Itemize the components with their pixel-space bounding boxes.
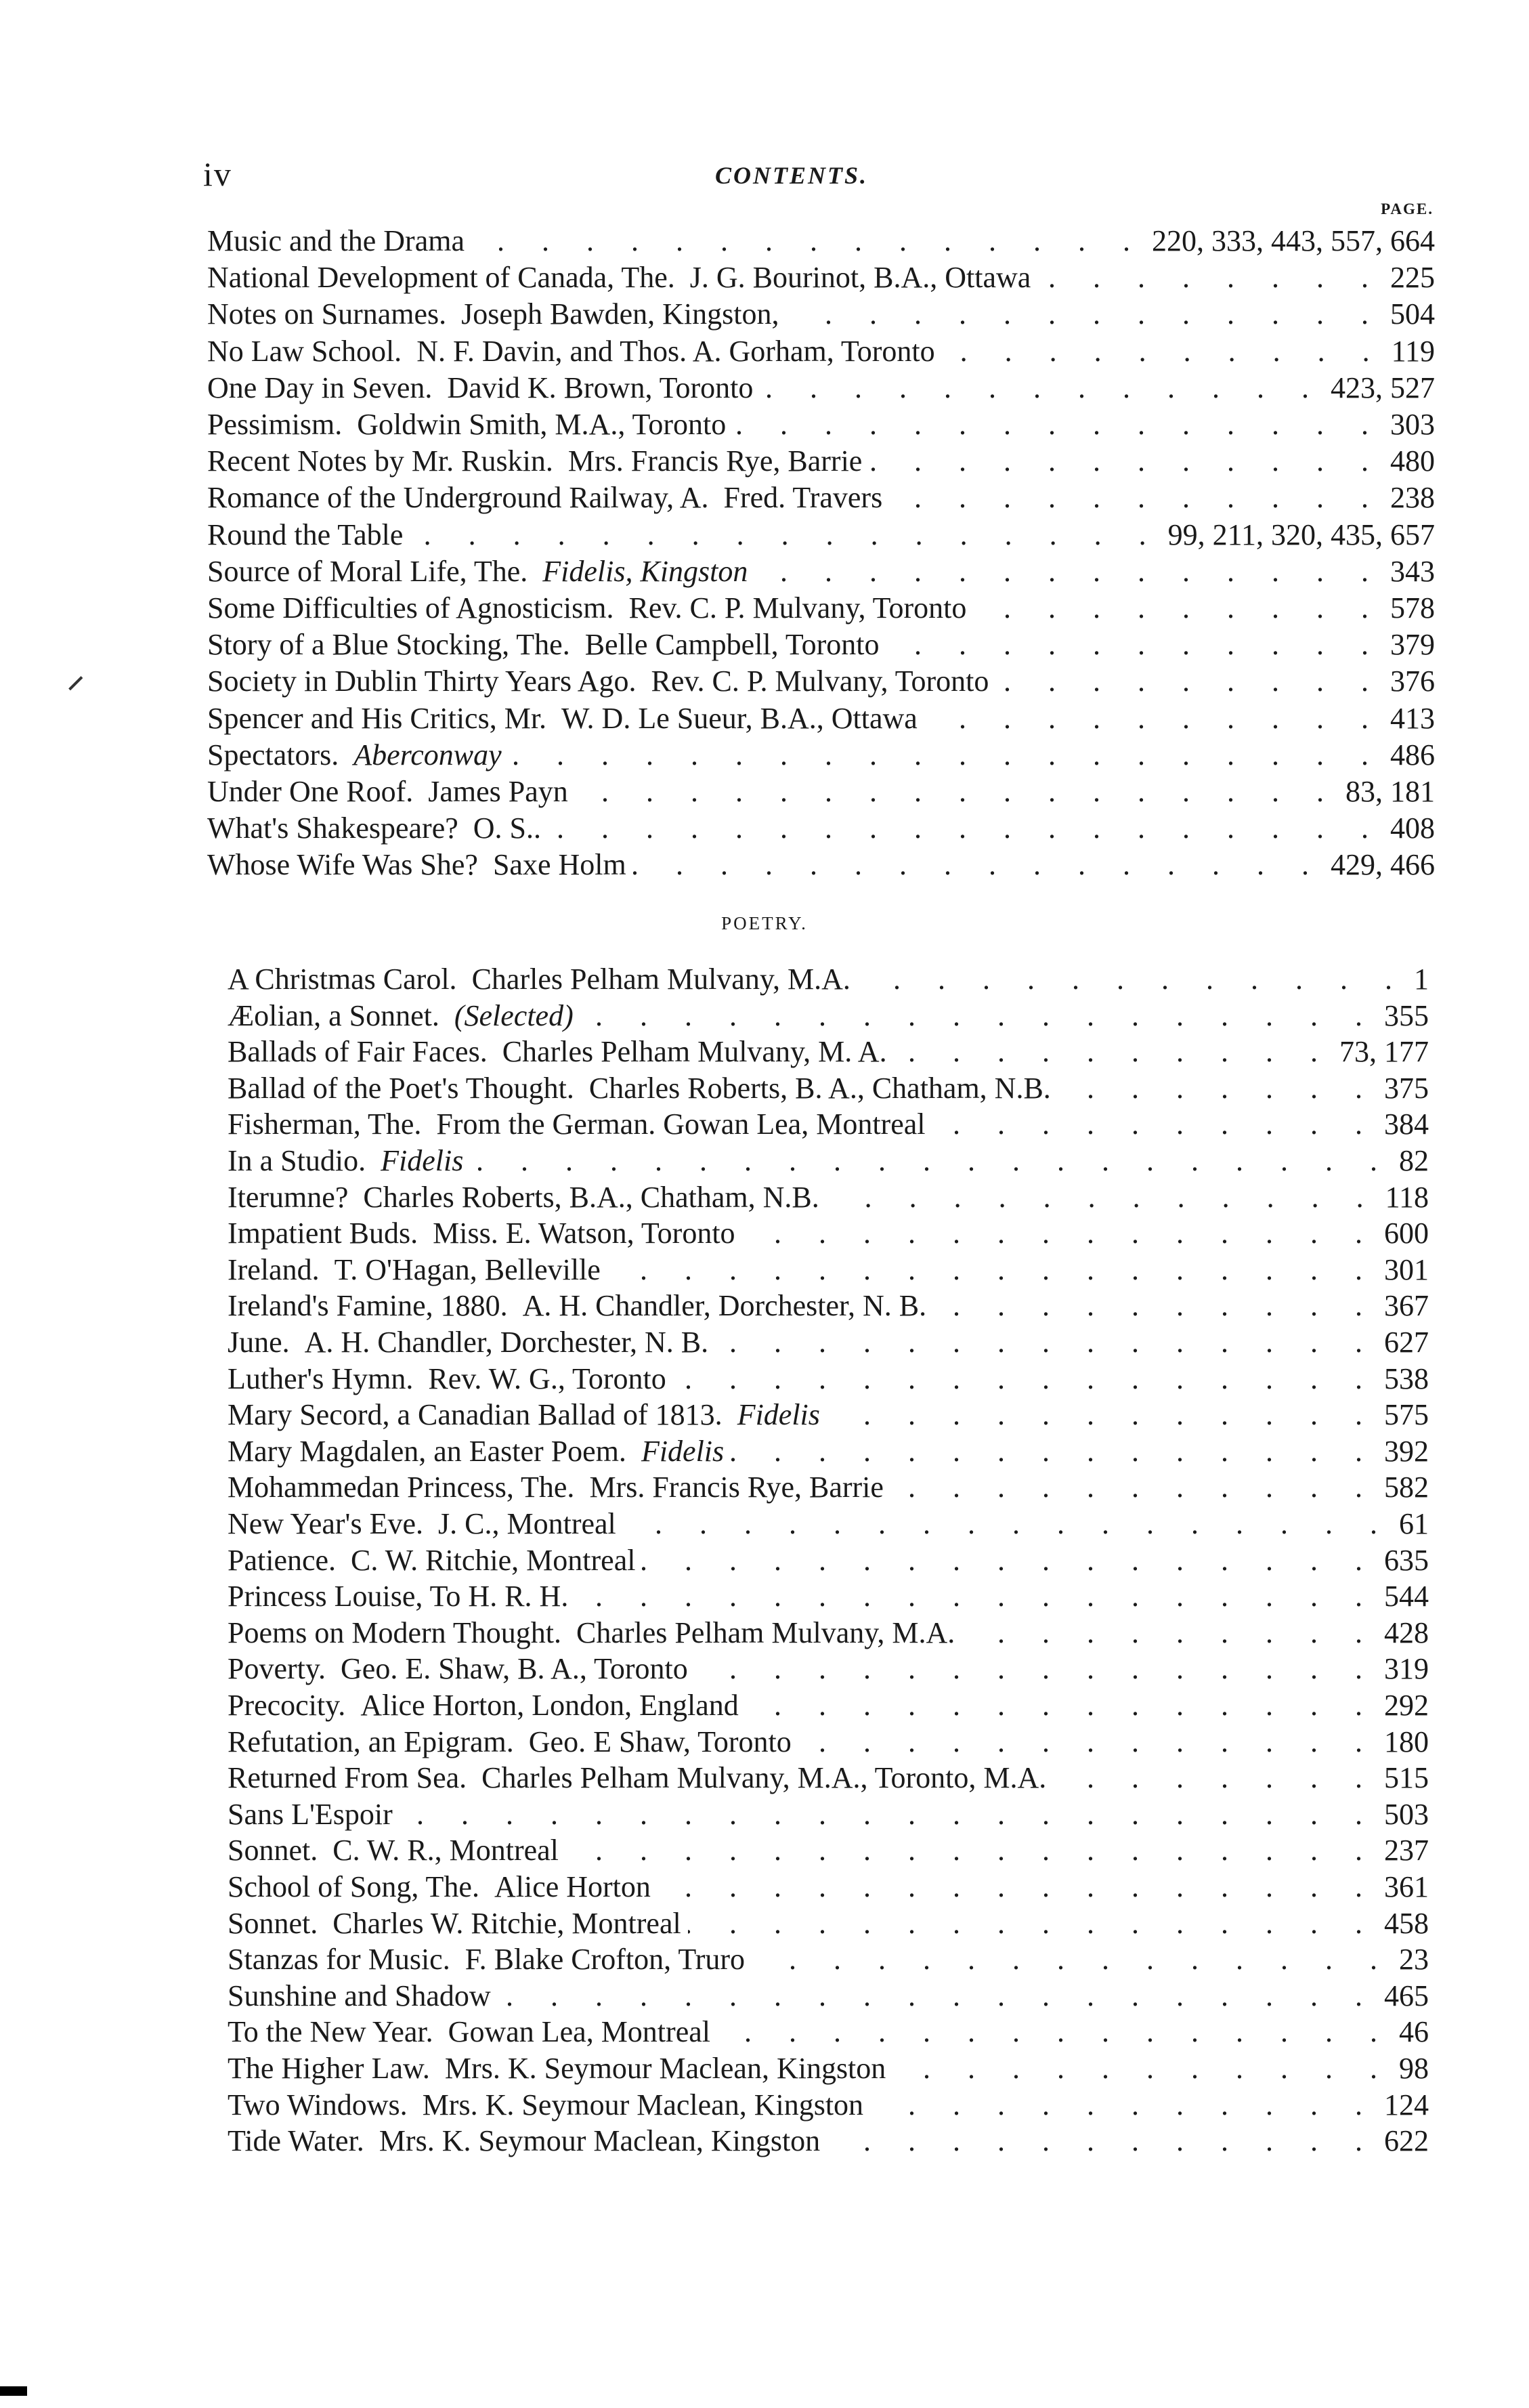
- entry-page-numbers: 600: [1384, 1217, 1429, 1250]
- dot-leader: [733, 407, 1383, 442]
- entry-author: O. S..: [473, 811, 542, 845]
- dot-leader: [752, 1942, 1392, 1977]
- entry-page-numbers: 379: [1390, 628, 1435, 662]
- entry-page-numbers: 124: [1384, 2088, 1429, 2121]
- dot-leader: [889, 480, 1383, 515]
- dot-leader: [857, 962, 1407, 996]
- dot-leader: [933, 1288, 1377, 1323]
- entry-page-numbers: 301: [1384, 1252, 1429, 1286]
- entry-title: Under One Roof.: [207, 775, 414, 808]
- edge-mark: [0, 2386, 27, 2396]
- entry-title: Two Windows.: [228, 2088, 408, 2121]
- entry-author: C. W. R., Montreal: [332, 1834, 559, 1867]
- entry-title: Recent Notes by Mr. Ruskin.: [207, 444, 553, 478]
- entry-title: Society in Dublin Thirty Years Ago.: [207, 664, 637, 698]
- contents-entry: [228, 1651, 1429, 1688]
- entry-page-numbers: 408: [1390, 811, 1435, 845]
- entry-title: Refutation, an Epigram.: [228, 1725, 514, 1758]
- entry-title: One Day in Seven.: [207, 371, 433, 404]
- contents-entry: [207, 591, 1435, 627]
- entry-author: Fidelis: [737, 1398, 820, 1432]
- dot-leader: [509, 738, 1383, 772]
- dot-leader: [890, 1470, 1377, 1504]
- entry-author: Charles Pelham Mulvany, M.A., Toronto, M.A.: [481, 1761, 1047, 1795]
- entry-page-numbers: 622: [1384, 2124, 1429, 2158]
- entry-title: Stanzas for Music.: [228, 1943, 450, 1977]
- dot-leader: [827, 2124, 1377, 2158]
- entry-title: Sunshine and Shadow: [228, 1979, 491, 2012]
- entry-title: Luther's Hymn.: [228, 1361, 414, 1395]
- contents-entry: [228, 1107, 1429, 1143]
- dot-leader: [892, 2051, 1392, 2086]
- contents-entry: [228, 1615, 1429, 1652]
- entry-title: Spencer and His Critics, Mr.: [207, 701, 547, 735]
- contents-entry: [228, 998, 1429, 1035]
- entry-page-numbers: 480: [1390, 444, 1435, 478]
- entry-author: A. H. Chandler, Dorchester, N. B.: [522, 1289, 927, 1323]
- entry-page-numbers: 504: [1390, 297, 1435, 331]
- entry-author: Gowan Lea, Montreal: [448, 2015, 710, 2049]
- entry-page-numbers: 343: [1390, 554, 1435, 588]
- entry-title: Music and the Drama: [207, 224, 465, 257]
- entry-page-numbers: 225: [1390, 261, 1435, 295]
- contents-entry: [228, 1216, 1429, 1252]
- dot-leader: [623, 1506, 1392, 1541]
- entry-page-numbers: 384: [1384, 1107, 1429, 1141]
- dot-leader: [658, 1870, 1377, 1904]
- contents-entry: [207, 334, 1435, 371]
- dot-leader: [498, 1979, 1377, 2013]
- entry-page-numbers: 303: [1390, 408, 1435, 441]
- entry-author: Mrs. K. Seymour Maclean, Kingston: [379, 2124, 821, 2158]
- contents-entry: [228, 1906, 1429, 1943]
- contents-entry: [228, 1180, 1429, 1217]
- dot-leader: [633, 847, 1324, 882]
- contents-entry: [228, 1579, 1429, 1615]
- contents-entry: [207, 664, 1435, 700]
- entry-title: June.: [228, 1326, 290, 1359]
- entry-title: Ballads of Fair Faces.: [228, 1035, 488, 1069]
- entry-title: School of Song, The.: [228, 1870, 479, 1903]
- contents-entry: [207, 480, 1435, 517]
- contents-entry: [207, 811, 1435, 847]
- entry-author: Charles Pelham Mulvany, M.A.: [576, 1615, 955, 1649]
- entry-page-numbers: 180: [1384, 1725, 1429, 1758]
- dot-leader: [575, 1579, 1377, 1613]
- dot-leader: [869, 444, 1383, 478]
- entry-page-numbers: 119: [1391, 334, 1435, 368]
- contents-entry: [228, 1688, 1429, 1725]
- entry-title: Æolian, a Sonnet.: [228, 998, 439, 1032]
- entry-page-numbers: 82: [1399, 1144, 1429, 1177]
- entry-page-numbers: 237: [1384, 1834, 1429, 1867]
- entry-author: Charles Roberts, B.A., Chatham, N.B.: [363, 1180, 819, 1214]
- dot-leader: [924, 701, 1383, 736]
- running-head: CONTENTS.: [715, 162, 869, 189]
- entry-page-numbers: 538: [1384, 1361, 1429, 1395]
- dot-leader: [746, 1688, 1377, 1723]
- dot-leader: [932, 1107, 1378, 1141]
- entry-page-numbers: 118: [1385, 1180, 1429, 1214]
- contents-entry: [228, 2051, 1429, 2088]
- entry-author: Fidelis, Kingston: [542, 554, 748, 588]
- contents-entry: [228, 1543, 1429, 1580]
- entry-page-numbers: 458: [1384, 1906, 1429, 1940]
- dot-leader: [798, 1725, 1377, 1759]
- contents-entry: [228, 1434, 1429, 1471]
- dot-leader: [942, 334, 1385, 368]
- contents-entry: [207, 444, 1435, 480]
- dot-leader: [731, 1434, 1377, 1469]
- contents-entry: [228, 1470, 1429, 1506]
- entry-page-numbers: 503: [1384, 1797, 1429, 1831]
- entry-page-numbers: 220, 333, 443, 557, 664: [1152, 224, 1435, 257]
- entry-author: Mrs. K. Seymour Maclean, Kingston: [444, 2052, 886, 2085]
- entry-author: Charles Pelham Mulvany, M.A.: [471, 963, 850, 996]
- entry-title: Patience.: [228, 1543, 337, 1577]
- contents-entry: [207, 371, 1435, 407]
- entry-title: Ireland.: [228, 1252, 320, 1286]
- entry-author: Rev. C. P. Mulvany, Toronto: [651, 664, 989, 698]
- entry-title: Poems on Modern Thought.: [228, 1615, 561, 1649]
- dot-leader: [565, 1833, 1377, 1867]
- dot-leader: [894, 1034, 1333, 1069]
- entry-author: Mrs. Francis Rye, Barrie: [589, 1471, 884, 1504]
- entry-title: Mary Secord, a Canadian Ballad of 1813.: [228, 1398, 723, 1432]
- entry-author: Mrs. K. Seymour Maclean, Kingston: [422, 2088, 864, 2121]
- entry-author: Aberconway: [353, 738, 502, 772]
- page-column-label: PAGE.: [1381, 200, 1434, 217]
- entry-title: Precocity.: [228, 1689, 346, 1722]
- entry-author: Fidelis: [381, 1144, 464, 1177]
- contents-entry: [207, 517, 1435, 554]
- entry-author: Charles Roberts, B. A., Chatham, N.B.: [588, 1071, 1051, 1105]
- entry-title: A Christmas Carol.: [228, 963, 457, 996]
- entry-author: N. F. Davin, and Thos. A. Gorham, Toronto: [416, 334, 935, 368]
- entry-title: In a Studio.: [228, 1144, 366, 1177]
- entry-author: Alice Horton, London, England: [360, 1689, 739, 1722]
- contents-entry: [207, 774, 1435, 811]
- entry-page-numbers: 375: [1384, 1071, 1429, 1105]
- entry-page-numbers: 635: [1384, 1543, 1429, 1577]
- entry-title: Poverty.: [228, 1652, 326, 1686]
- entry-author: Joseph Bawden, Kingston,: [461, 297, 779, 331]
- entry-page-numbers: 544: [1384, 1580, 1429, 1613]
- entry-page-numbers: 582: [1384, 1471, 1429, 1504]
- entry-title: Returned From Sea.: [228, 1761, 467, 1795]
- contents-entry: [228, 1034, 1429, 1071]
- contents-entry: [207, 224, 1435, 260]
- contents-entry: [228, 1143, 1429, 1180]
- entry-title: To the New Year.: [228, 2015, 433, 2049]
- dot-leader: [826, 1180, 1379, 1214]
- entry-author: James Payn: [428, 775, 568, 808]
- entry-title: Princess Louise, To H. R. H.: [228, 1580, 569, 1613]
- entry-page-numbers: 61: [1399, 1507, 1429, 1540]
- entry-author: Alice Horton: [494, 1870, 651, 1903]
- entry-title: Story of a Blue Stocking, The.: [207, 628, 570, 662]
- poetry-heading: POETRY.: [721, 913, 808, 933]
- contents-entry: [228, 2014, 1429, 2051]
- contents-entry: [228, 1397, 1429, 1434]
- entry-title: Some Difficulties of Agnosticism.: [207, 591, 614, 625]
- entry-title: Spectators.: [207, 738, 339, 772]
- dot-leader: [470, 1143, 1392, 1178]
- dot-leader: [471, 224, 1145, 258]
- dot-leader: [962, 1615, 1377, 1650]
- contents-entry: [207, 738, 1435, 774]
- entry-author: C. W. Ritchie, Montreal: [351, 1543, 636, 1577]
- entry-author: Geo. E Shaw, Toronto: [528, 1725, 792, 1758]
- entry-page-numbers: 319: [1384, 1652, 1429, 1686]
- entry-page-numbers: 73, 177: [1339, 1035, 1429, 1069]
- entry-page-numbers: 376: [1390, 664, 1435, 698]
- entry-page-numbers: 486: [1390, 738, 1435, 772]
- dot-leader: [400, 1797, 1377, 1832]
- entry-author: T. O'Hagan, Belleville: [334, 1252, 601, 1286]
- entry-author: F. Blake Crofton, Truro: [465, 1943, 746, 1977]
- entry-page-numbers: 367: [1384, 1289, 1429, 1323]
- contents-entry: [228, 1797, 1429, 1834]
- entry-page-numbers: 355: [1384, 998, 1429, 1032]
- contents-entry: [207, 407, 1435, 444]
- entry-title: National Development of Canada, The.: [207, 261, 675, 295]
- contents-entry: [228, 1506, 1429, 1543]
- entry-title: Sonnet.: [228, 1906, 318, 1940]
- contents-entry: [207, 701, 1435, 738]
- entry-page-numbers: 99, 211, 320, 435, 657: [1167, 517, 1435, 551]
- entry-title: What's Shakespeare?: [207, 811, 458, 845]
- dot-leader: [1053, 1760, 1377, 1795]
- dot-leader: [607, 1252, 1377, 1287]
- entry-title: Sans L'Espoir: [228, 1797, 393, 1831]
- entry-title: Mary Magdalen, an Easter Poem.: [228, 1434, 626, 1468]
- entry-title: Ireland's Famine, 1880.: [228, 1289, 508, 1323]
- dot-leader: [548, 811, 1383, 845]
- entry-author: J. G. Bourinot, B.A., Ottawa: [689, 261, 1031, 295]
- entry-title: Impatient Buds.: [228, 1217, 418, 1250]
- entry-title: Mohammedan Princess, The.: [228, 1471, 575, 1504]
- entry-title: Sonnet.: [228, 1834, 318, 1867]
- contents-entry: [228, 1979, 1429, 2015]
- entry-page-numbers: 98: [1399, 2052, 1429, 2085]
- entry-author: Fidelis: [641, 1434, 725, 1468]
- dot-leader: [870, 2088, 1377, 2122]
- contents-entry: [207, 627, 1435, 664]
- entry-author: W. D. Le Sueur, B.A., Ottawa: [561, 701, 918, 735]
- contents-entry: [228, 2088, 1429, 2124]
- contents-entry: [228, 1870, 1429, 1906]
- entry-page-numbers: 429, 466: [1331, 848, 1435, 882]
- entry-title: Source of Moral Life, The.: [207, 554, 528, 588]
- stray-pen-mark: [68, 676, 89, 696]
- entry-title: Iterumne?: [228, 1180, 349, 1214]
- dot-leader: [760, 371, 1324, 405]
- entry-author: Charles Pelham Mulvany, M. A.: [502, 1035, 887, 1069]
- entry-author: Mrs. Francis Rye, Barrie: [567, 444, 863, 478]
- contents-entry: [207, 260, 1435, 297]
- contents-entry: [228, 1725, 1429, 1761]
- entry-author: Miss. E. Watson, Toronto: [433, 1217, 735, 1250]
- dot-leader: [827, 1397, 1377, 1432]
- dot-leader: [742, 1216, 1377, 1250]
- dot-leader: [717, 2014, 1392, 2049]
- entry-title: Notes on Surnames.: [207, 297, 447, 331]
- contents-entry: [207, 847, 1435, 884]
- entry-author: Charles W. Ritchie, Montreal: [332, 1906, 681, 1940]
- entry-page-numbers: 578: [1390, 591, 1435, 625]
- contents-entry: [228, 1833, 1429, 1870]
- dot-leader: [410, 517, 1161, 552]
- contents-entry: [228, 2124, 1429, 2160]
- contents-entry: [228, 1325, 1429, 1361]
- entry-title: No Law School.: [207, 334, 402, 368]
- entry-author: Goldwin Smith, M.A., Toronto: [357, 408, 727, 441]
- dot-leader: [642, 1543, 1377, 1578]
- dot-leader: [786, 297, 1384, 331]
- entry-page-numbers: 1: [1414, 963, 1429, 996]
- entry-author: From the German. Gowan Lea, Montreal: [436, 1107, 926, 1141]
- entry-author: Geo. E. Shaw, B. A., Toronto: [341, 1652, 688, 1686]
- entry-page-numbers: 361: [1384, 1870, 1429, 1903]
- dot-leader: [995, 664, 1383, 698]
- entry-page-numbers: 292: [1384, 1689, 1429, 1722]
- entry-author: Rev. W. G., Toronto: [428, 1361, 666, 1395]
- contents-entry: [228, 1071, 1429, 1107]
- contents-entry: [228, 1942, 1429, 1979]
- entry-author: Belle Campbell, Toronto: [584, 628, 880, 662]
- dot-leader: [973, 591, 1383, 625]
- entry-author: Saxe Holm: [492, 848, 626, 882]
- entry-title: Ballad of the Poet's Thought.: [228, 1071, 574, 1105]
- entry-title: Romance of the Underground Railway, A.: [207, 481, 709, 515]
- contents-entry: [228, 1760, 1429, 1797]
- contents-entry: [207, 554, 1435, 591]
- dot-leader: [1037, 260, 1383, 295]
- entry-author: Rev. C. P. Mulvany, Toronto: [628, 591, 967, 625]
- entry-title: New Year's Eve.: [228, 1507, 423, 1540]
- page-number: iv: [203, 155, 232, 193]
- entry-page-numbers: 423, 527: [1331, 371, 1435, 404]
- entry-page-numbers: 428: [1384, 1615, 1429, 1649]
- entry-title: Tide Water.: [228, 2124, 364, 2158]
- contents-entry: [228, 1361, 1429, 1398]
- dot-leader: [580, 998, 1377, 1033]
- entry-page-numbers: 238: [1390, 481, 1435, 515]
- entry-page-numbers: 413: [1390, 701, 1435, 735]
- contents-entry: [207, 297, 1435, 333]
- dot-leader: [688, 1906, 1377, 1941]
- contents-entry: [228, 962, 1429, 998]
- entry-author: A. H. Chandler, Dorchester, N. B.: [304, 1326, 709, 1359]
- entry-page-numbers: 83, 181: [1345, 775, 1435, 808]
- entry-author: (Selected): [454, 998, 574, 1032]
- dot-leader: [1058, 1071, 1377, 1105]
- entry-title: Round the Table: [207, 517, 404, 551]
- entry-page-numbers: 46: [1399, 2015, 1429, 2049]
- entry-author: David K. Brown, Toronto: [447, 371, 754, 404]
- dot-leader: [673, 1361, 1377, 1396]
- contents-entry: [228, 1288, 1429, 1325]
- entry-title: Fisherman, The.: [228, 1107, 422, 1141]
- entry-title: Whose Wife Was She?: [207, 848, 478, 882]
- entry-page-numbers: 575: [1384, 1398, 1429, 1432]
- dot-leader: [715, 1325, 1377, 1359]
- contents-entry: [228, 1252, 1429, 1289]
- entry-page-numbers: 465: [1384, 1979, 1429, 2012]
- entry-title: Pessimism.: [207, 408, 343, 441]
- dot-leader: [754, 554, 1383, 589]
- entry-title: The Higher Law.: [228, 2052, 430, 2085]
- entry-page-numbers: 515: [1384, 1761, 1429, 1795]
- dot-leader: [886, 627, 1383, 662]
- dot-leader: [575, 774, 1339, 809]
- entry-author: J. C., Montreal: [438, 1507, 616, 1540]
- entry-page-numbers: 392: [1384, 1434, 1429, 1468]
- entry-page-numbers: 23: [1399, 1943, 1429, 1977]
- entry-author: Fred. Travers: [723, 481, 883, 515]
- dot-leader: [695, 1651, 1377, 1686]
- entry-page-numbers: 627: [1384, 1326, 1429, 1359]
